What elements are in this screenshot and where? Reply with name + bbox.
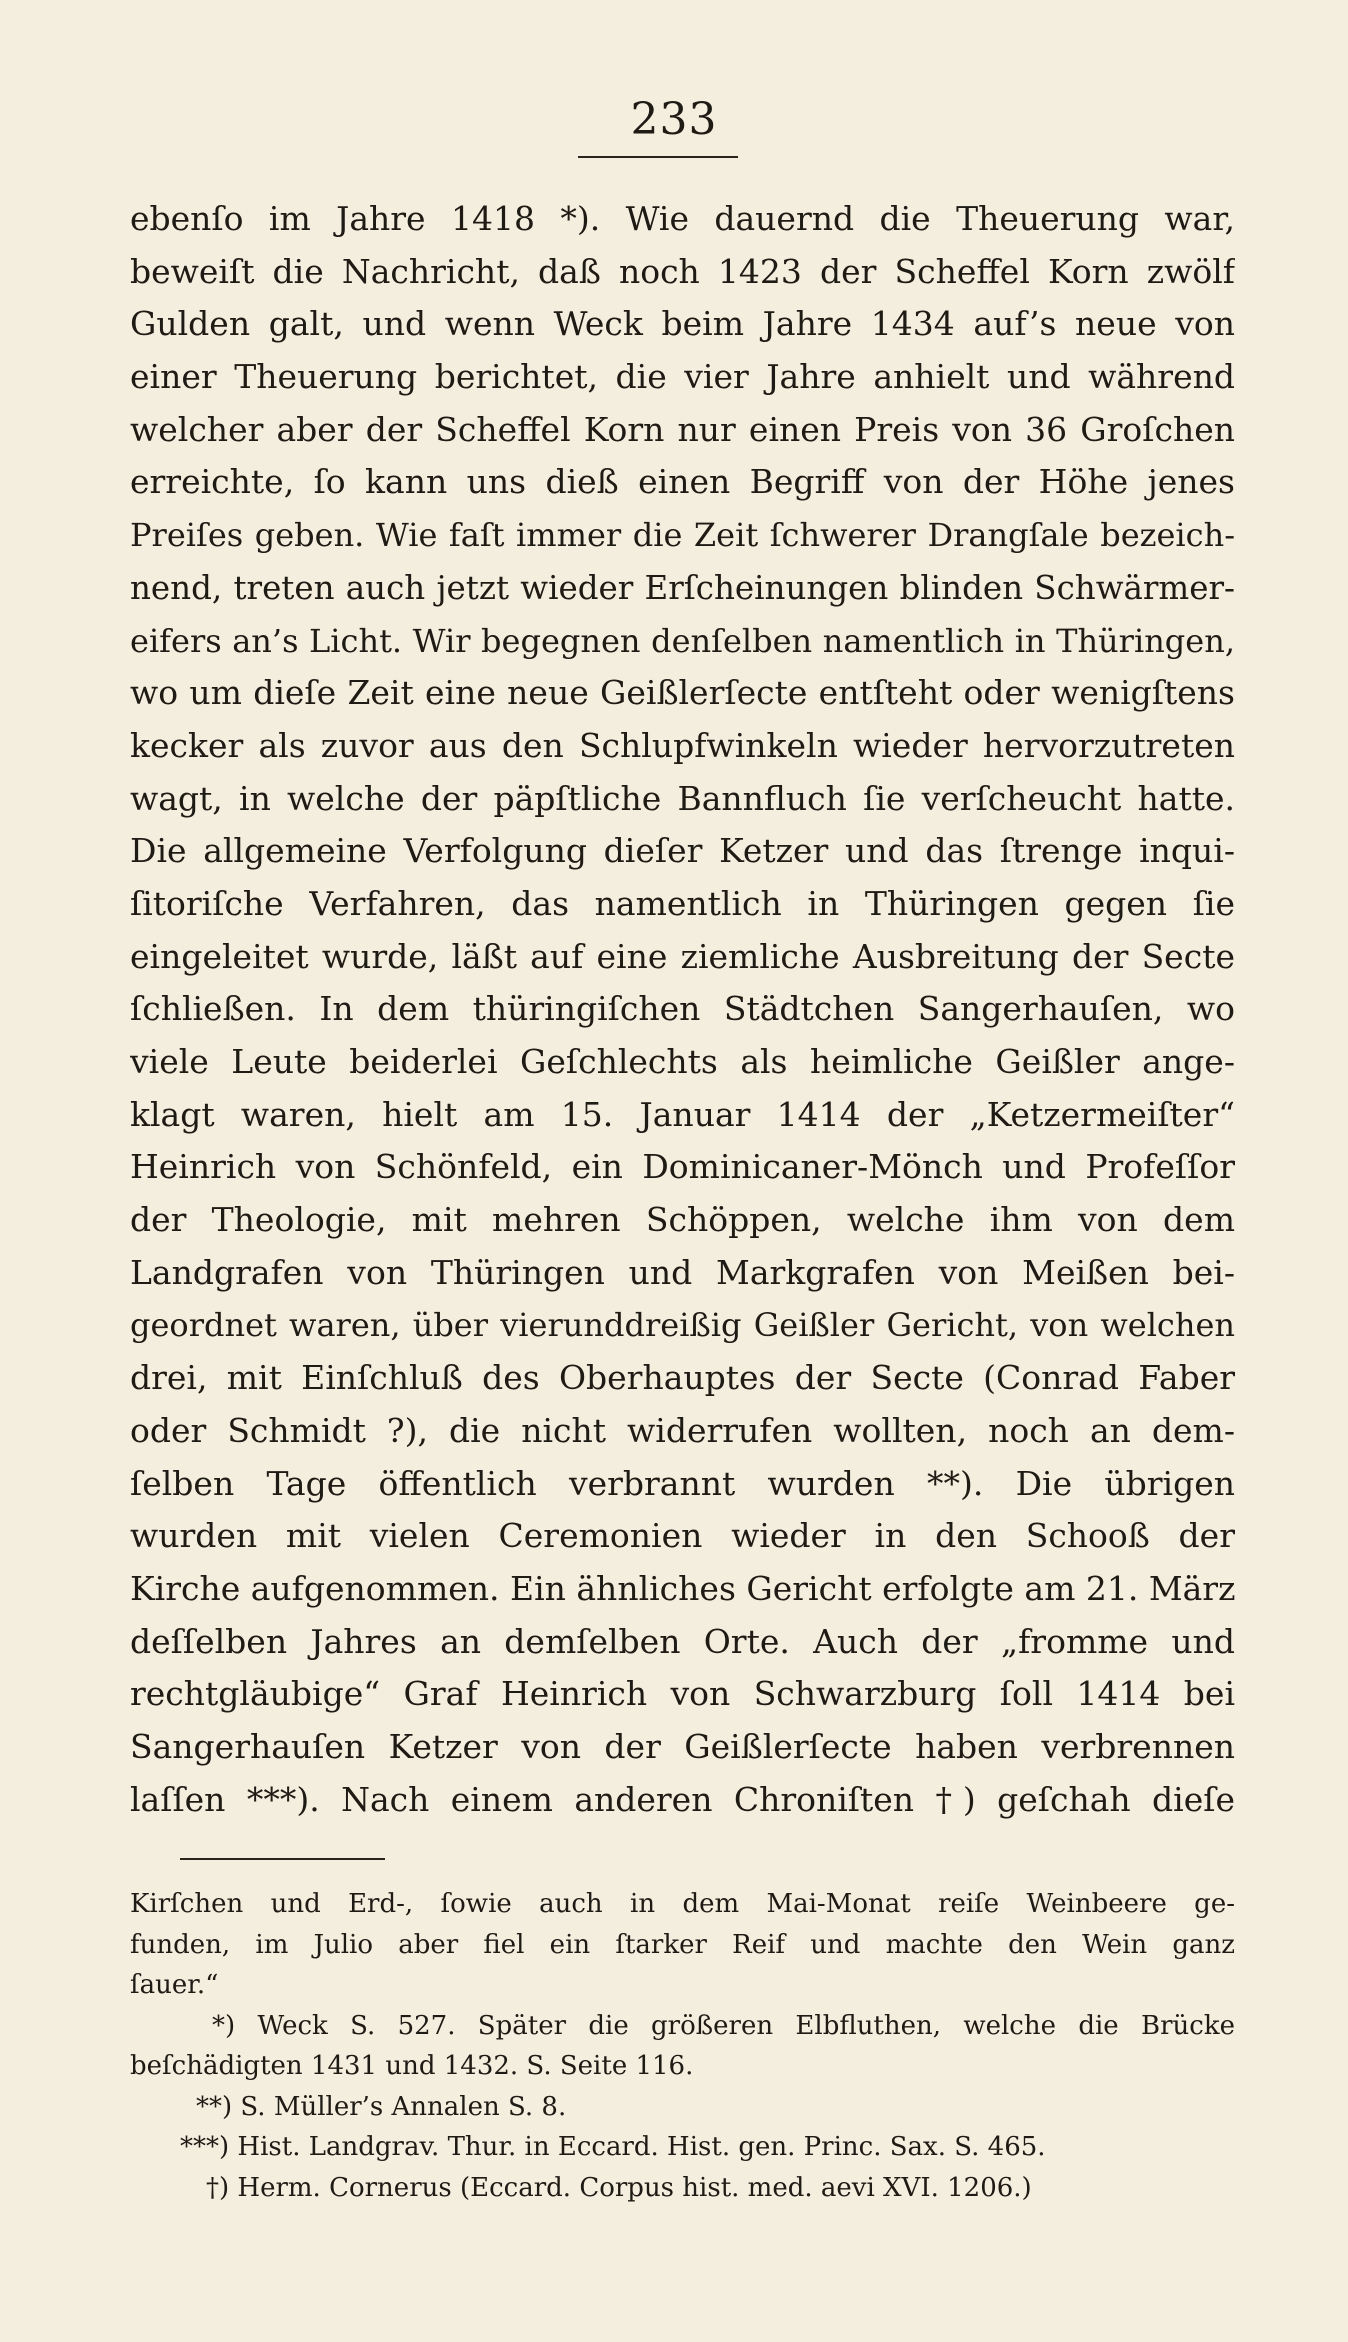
body-line: einer Theuerung berichtet, die vier Jahre anhielt und während — [130, 357, 1235, 397]
body-line: kecker als zuvor aus den Schlupfwinkeln wieder hervorzutreten — [130, 725, 1235, 765]
body-line: laſſen ***). Nach einem anderen Chroniſten †) geſchah dieſe — [130, 1779, 1235, 1819]
footnote-line: ***) Hist. Landgrav. Thur. in Eccard. Hist. gen. Princ. Sax. S. 465. — [180, 2132, 1046, 2162]
body-line: deſſelben Jahres an demſelben Orte. Auch der „fromme und — [130, 1621, 1235, 1661]
body-line: Landgrafen von Thüringen und Markgrafen von Meißen bei- — [130, 1252, 1235, 1292]
body-line: Heinrich von Schönfeld, ein Dominicaner-Mönch und Profeſſor — [130, 1147, 1235, 1187]
body-line: klagt waren, hielt am 15. Januar 1414 der „Ketzermeiſter“ — [130, 1094, 1235, 1134]
header-rule — [578, 156, 738, 158]
body-line: ſchließen. In dem thüringiſchen Städtchen Sangerhauſen, wo — [130, 989, 1235, 1029]
body-line: rechtgläubige“ Graf Heinrich von Schwarzburg ſoll 1414 bei — [130, 1674, 1235, 1714]
body-line: erreichte, ſo kann uns dieß einen Begriff von der Höhe jenes — [130, 462, 1235, 502]
body-line: drei, mit Einſchluß des Oberhauptes der Secte (Conrad Faber — [130, 1358, 1235, 1398]
body-text — [130, 193, 1235, 1826]
body-line: ſitoriſche Verfahren, das namentlich in Thüringen gegen ſie — [130, 883, 1235, 923]
body-line: beweiſt die Nachricht, daß noch 1423 der Scheffel Korn zwölf — [130, 251, 1235, 291]
body-line: eingeleitet wurde, läßt auf eine ziemliche Ausbreitung der Secte — [130, 936, 1235, 976]
footnote-line: beſchädigten 1431 und 1432. S. Seite 116. — [130, 2051, 694, 2081]
body-line: Preiſes geben. Wie faſt immer die Zeit ſchwerer Drangſale bezeich- — [130, 516, 1235, 555]
footnote-line: ſauer.“ — [130, 1970, 219, 2000]
body-line: der Theologie, mit mehren Schöppen, welche ihm von dem — [130, 1200, 1235, 1240]
footnote-rule — [180, 1858, 385, 1860]
body-line: Gulden galt, und wenn Weck beim Jahre 1434 auf’s neue von — [130, 304, 1235, 344]
body-line: Die allgemeine Verfolgung dieſer Ketzer und das ſtrenge inqui- — [130, 831, 1235, 871]
footnotes — [130, 1884, 1235, 2208]
footnote-line: *) Weck S. 527. Später die größeren Elbfluthen, welche die Brücke — [212, 2010, 1235, 2041]
body-line: geordnet waren, über vierunddreißig Geißler Gericht, von welchen — [130, 1306, 1235, 1345]
body-line: oder Schmidt ?), die nicht widerrufen wollten, noch an dem- — [130, 1410, 1235, 1450]
footnote-line: †) Herm. Cornerus (Eccard. Corpus hist. med. aevi XVI. 1206.) — [206, 2172, 1032, 2203]
body-line: ſelben Tage öffentlich verbrannt wurden **). Die übrigen — [130, 1463, 1235, 1503]
body-line: wagt, in welche der päpſtliche Bannfluch ſie verſcheucht hatte. — [130, 778, 1235, 818]
body-line: wurden mit vielen Ceremonien wieder in den Schooß der — [130, 1516, 1235, 1556]
body-line: ebenſo im Jahre 1418 *). Wie dauernd die Theuerung war, — [130, 199, 1235, 238]
page-number: 233 — [630, 94, 718, 145]
body-line: viele Leute beiderlei Geſchlechts als heimliche Geißler ange- — [130, 1042, 1235, 1081]
body-line: welcher aber der Scheffel Korn nur einen Preis von 36 Groſchen — [130, 409, 1235, 449]
body-line: Sangerhauſen Ketzer von der Geißlerſecte haben verbrennen — [130, 1726, 1235, 1766]
footnote-line: funden, im Julio aber fiel ein ſtarker Reif und machte den Wein ganz — [130, 1929, 1235, 1960]
footnote-line: **) S. Müller’s Annalen S. 8. — [196, 2091, 567, 2122]
body-line: nend, treten auch jetzt wieder Erſcheinungen blinden Schwärmer- — [130, 568, 1235, 607]
body-line: Kirche aufgenommen. Ein ähnliches Gericht erfolgte am 21. März — [130, 1568, 1235, 1608]
body-line: wo um dieſe Zeit eine neue Geißlerſecte entſteht oder wenigſtens — [130, 673, 1235, 713]
footnote-line: Kirſchen und Erd-, ſowie auch in dem Mai-Monat reiſe Weinbeere ge- — [130, 1889, 1235, 1919]
body-line: eifers an’s Licht. Wir begegnen denſelben namentlich in Thüringen, — [130, 621, 1235, 660]
